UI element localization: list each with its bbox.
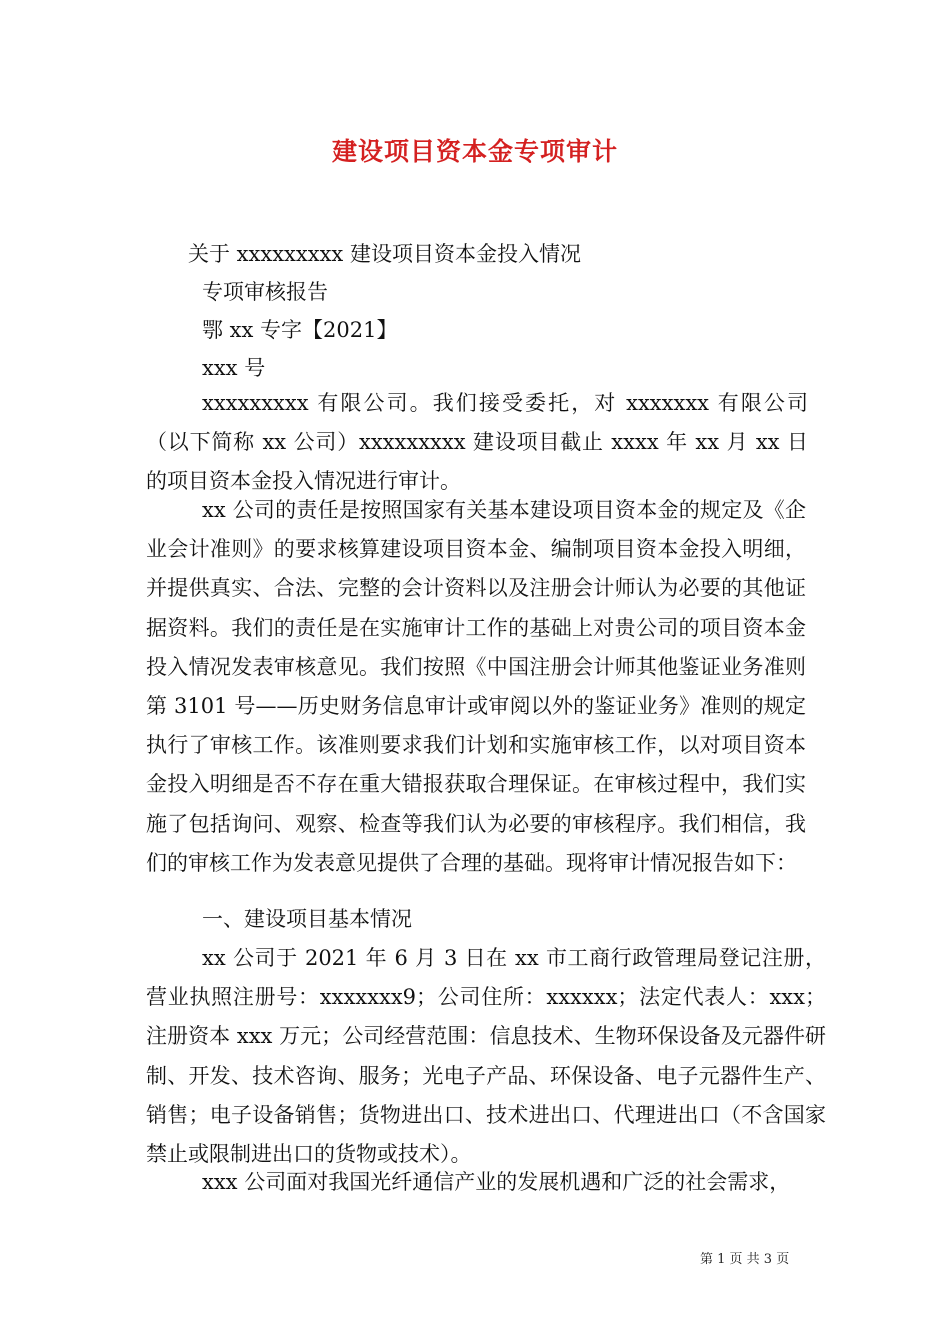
heading-line-report-type: 专项审核报告 [202,280,328,304]
heading-line-serial: xxx 号 [202,356,266,380]
paragraph-company-outlook: xxx 公司面对我国光纤通信产业的发展机遇和广泛的社会需求， [202,1170,791,1194]
heading-line-doc-number: 鄂 xx 专字【2021】 [202,318,398,342]
paragraph-responsibility: xx 公司的责任是按照国家有关基本建设项目资本金的规定及《企业会计准则》的要求核算建设项目资本金、编制项目资本金投入明细，并提供真实、合法、完整的会计资料以及注册会计师认为必要的其他证据资料。我们的责任是在实施审计工作的基础上对贵公司的项目资本金投入情况发表审核意见。我们按照《中国注册会计师其他鉴证业务准则第 3101 号——历史财务信息审计或审阅以外的鉴证业务》准则的规定执行了审核工作。该准则要求我们计划和实施审核工作，以对项目资本金投入明细是否不存在重大错报获取合理保证。在审核过程中，我们实施了包括询问、观察、检查等我们认为必要的审核程序。我们相信，我们的审核工作为发表意见提供了合理的基础。现将审计情况报告如下： [146,498,806,875]
page-number-footer: 第 1 页 共 3 页 [700,1252,790,1267]
heading-line-subject: 关于 xxxxxxxxx 建设项目资本金投入情况 [188,242,581,266]
paragraph-company-info: xx 公司于 2021 年 6 月 3 日在 xx 市工商行政管理局登记注册，营业执照注册号：xxxxxxx9；公司住所：xxxxxx；法定代表人：xxx；注册资本 xxx 万元；公司经营范围：信息技术、生物环保设备及元器件研制、开发、技术咨询、服务；光电子产品、环保设备、电子元器件生产、销售；电子设备销售；货物进出口、技术进出口、代理进出口（不含国家禁止或限制进出口的货物或技术）。 [146,946,826,1167]
document-title: 建设项目资本金专项审计 [331,137,618,166]
paragraph-engagement: xxxxxxxxx 有限公司。我们接受委托，对 xxxxxxx 有限公司（以下简称 xx 公司）xxxxxxxxx 建设项目截止 xxxx 年 xx 月 xx 日的项目资本金投入情况进行审计。 [146,391,808,494]
section-heading-project-basics: 一、建设项目基本情况 [202,907,412,931]
